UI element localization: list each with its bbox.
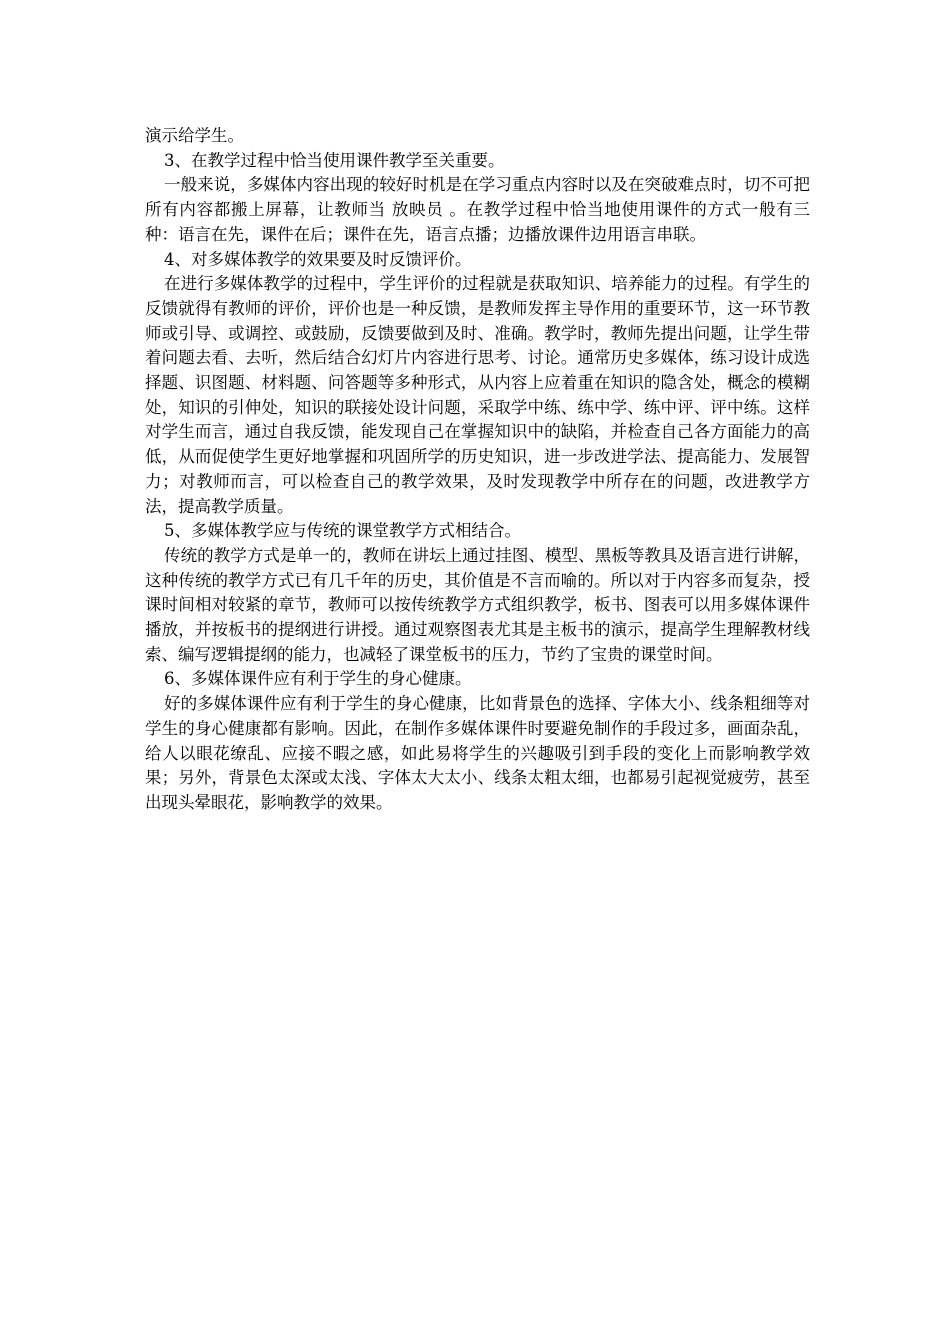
section-heading-4: 4、对多媒体教学的效果要及时反馈评价。 xyxy=(164,249,472,269)
paragraph-5-body: 传统的教学方式是单一的，教师在讲坛上通过挂图、模型、黑板等教具及语言进行讲解，这种传统的教学方式已有几千年的历史，其价值是不言而喻的。所以对于内容多而复杂，授课时间相对较紧的章节，教师可以按传统教学方式组织教学，板书、图表可以用多媒体课件播放，并按板书的提纲进行讲授。通过观察图表尤其是主板书的演示，提高学生理解教材线索、编写逻辑提纲的能力，也减轻了课堂板书的压力，节约了宝贵的课堂时间。 xyxy=(145,545,810,664)
section-heading-3: 3、在教学过程中恰当使用课件教学至关重要。 xyxy=(164,150,505,170)
paragraph-4-body: 在进行多媒体教学的过程中，学生评价的过程就是获取知识、培养能力的过程。有学生的反馈就得有教师的评价，评价也是一种反馈，是教师发挥主导作用的重要环节，这一环节教师或引导、或调控、或鼓励，反馈要做到及时、准确。教学时，教师先提出问题，让学生带着问题去看、去听，然后结合幻灯片内容进行思考、讨论。通常历史多媒体，练习设计成选择题、识图题、材料题、问答题等多种形式，从内容上应着重在知识的隐含处，概念的模糊处，知识的引伸处，知识的联接处设计问题，采取学中练、练中学、练中评、评中练。这样对学生而言，通过自我反馈，能发现自己在掌握知识中的缺陷，并检查自己各方面能力的高低，从而促使学生更好地掌握和巩固所学的历史知识，进一步改进学法、提高能力、发展智力；对教师而言，可以检查自己的教学效果，及时发现教学中所存在的问题，改进教学方法，提高教学质量。 xyxy=(145,274,810,516)
document-body xyxy=(145,124,810,816)
section-heading-6: 6、多媒体课件应有利于学生的身心健康。 xyxy=(164,669,472,689)
paragraph-6-body: 好的多媒体课件应有利于学生的身心健康，比如背景色的选择、字体大小、线条粗细等对学生的身心健康都有影响。因此，在制作多媒体课件时要避免制作的手段过多，画面杂乱，给人以眼花缭乱、应接不暇之感，如此易将学生的兴趣吸引到手段的变化上而影响教学效果；另外，背景色太深或太浅、字体太大太小、线条太粗太细，也都易引起视觉疲劳，甚至出现头晕眼花，影响教学的效果。 xyxy=(145,694,810,812)
section-heading-5: 5、多媒体教学应与传统的课堂教学方式相结合。 xyxy=(164,521,521,541)
paragraph-continuation: 演示给学生。 xyxy=(145,126,244,145)
paragraph-3-body: 一般来说，多媒体内容出现的较好时机是在学习重点内容时以及在突破难点时，切不可把所有内容都搬上屏幕，让教师当 放映员 。在教学过程中恰当地使用课件的方式一般有三种：语言在先，课件在后；课件在先，语言点播；边播放课件边用语言串联。 xyxy=(145,175,810,244)
